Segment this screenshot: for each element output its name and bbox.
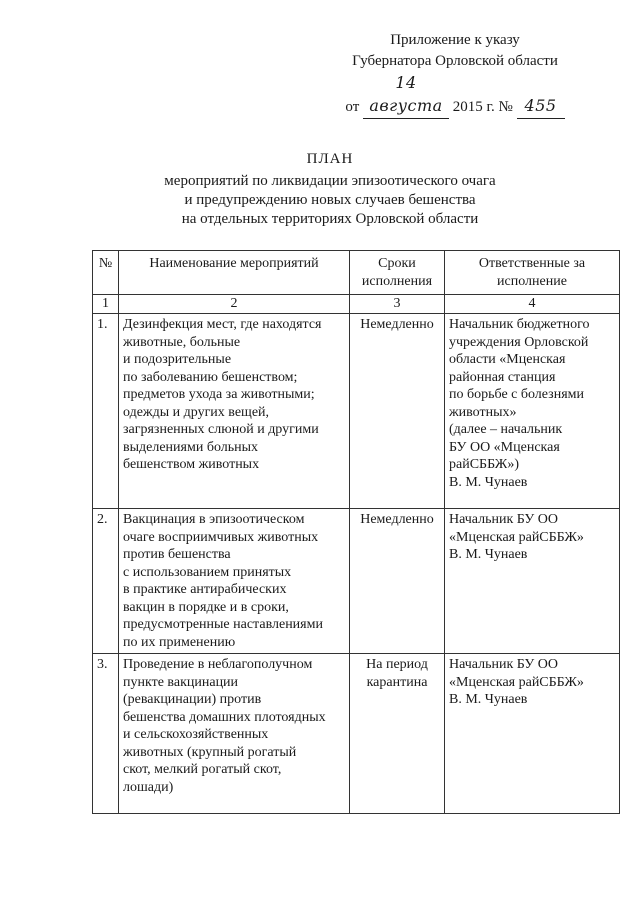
measure-responsible: Начальник БУ ОО «Мценская райСББЖ» В. М. Чунаев (445, 654, 620, 814)
annex-line1: Приложение к указу (390, 32, 520, 48)
column-number: 1 (93, 295, 119, 314)
measure-name: Вакцинация в эпизоотическом очаге восприимчивых животных против бешенства с использованием принятых в практике антирабических вакцин в порядке и в сроки, предусмотренные наставлениями по их применению (119, 509, 350, 654)
annex-block (335, 30, 575, 119)
plan-subtitle-1: мероприятий по ликвидации эпизоотического очага (164, 173, 496, 189)
measure-name: Дезинфекция мест, где находятся животные, больные и подозрительные по заболеванию бешенством; предметов ухода за животными; одежды и других вещей, загрязненных слюной и другими выделениями больных бешенством животных (119, 314, 350, 509)
table-row (93, 509, 620, 654)
header-deadline: Сроки исполнения (350, 251, 445, 295)
column-number: 2 (119, 295, 350, 314)
annex-date-field (363, 72, 449, 119)
annex-number-label: № (498, 99, 513, 115)
annex-date-handwritten: 14 августа (369, 73, 443, 115)
header-number: № (93, 251, 119, 295)
measure-responsible: Начальник бюджетного учреждения Орловской области «Мценская районная станция по борьбе с болезнями животных» (далее – начальник БУ ОО «Мценская райСББЖ») В. М. Чунаев (445, 314, 620, 509)
table-row (93, 654, 620, 814)
column-number-row (93, 295, 620, 314)
column-number: 3 (350, 295, 445, 314)
annex-year: 2015 г. (452, 99, 495, 115)
table-header-row (93, 251, 620, 295)
annex-line3 (335, 72, 575, 119)
plan-subtitle-2: и предупреждению новых случаев бешенства (184, 192, 476, 208)
measure-deadline: Немедленно (350, 314, 445, 509)
measure-deadline: Немедленно (350, 509, 445, 654)
table-row (93, 314, 620, 509)
header-name: Наименование мероприятий (119, 251, 350, 295)
measure-responsible: Начальник БУ ОО «Мценская райСББЖ» В. М. Чунаев (445, 509, 620, 654)
row-number: 2. (93, 509, 119, 654)
annex-from-label: от (345, 99, 360, 115)
plan-subtitle-3: на отдельных территориях Орловской области (181, 211, 479, 227)
row-number: 3. (93, 654, 119, 814)
column-number: 4 (445, 295, 620, 314)
plan-title: ПЛАН (306, 151, 354, 167)
annex-number-handwritten: 455 (524, 96, 557, 115)
annex-line2: Губернатора Орловской области (352, 53, 558, 69)
header-responsible: Ответственные за исполнение (445, 251, 620, 295)
measures-table (92, 250, 620, 814)
measure-name: Проведение в неблагополучном пункте вакцинации (ревакцинации) против бешенства домашних плотоядных и сельскохозяйственных животных (крупный рогатый скот, мелкий рогатый скот, лошади) (119, 654, 350, 814)
row-number: 1. (93, 314, 119, 509)
plan-heading (140, 150, 520, 229)
annex-number-field (517, 95, 565, 119)
measure-deadline: На период карантина (350, 654, 445, 814)
